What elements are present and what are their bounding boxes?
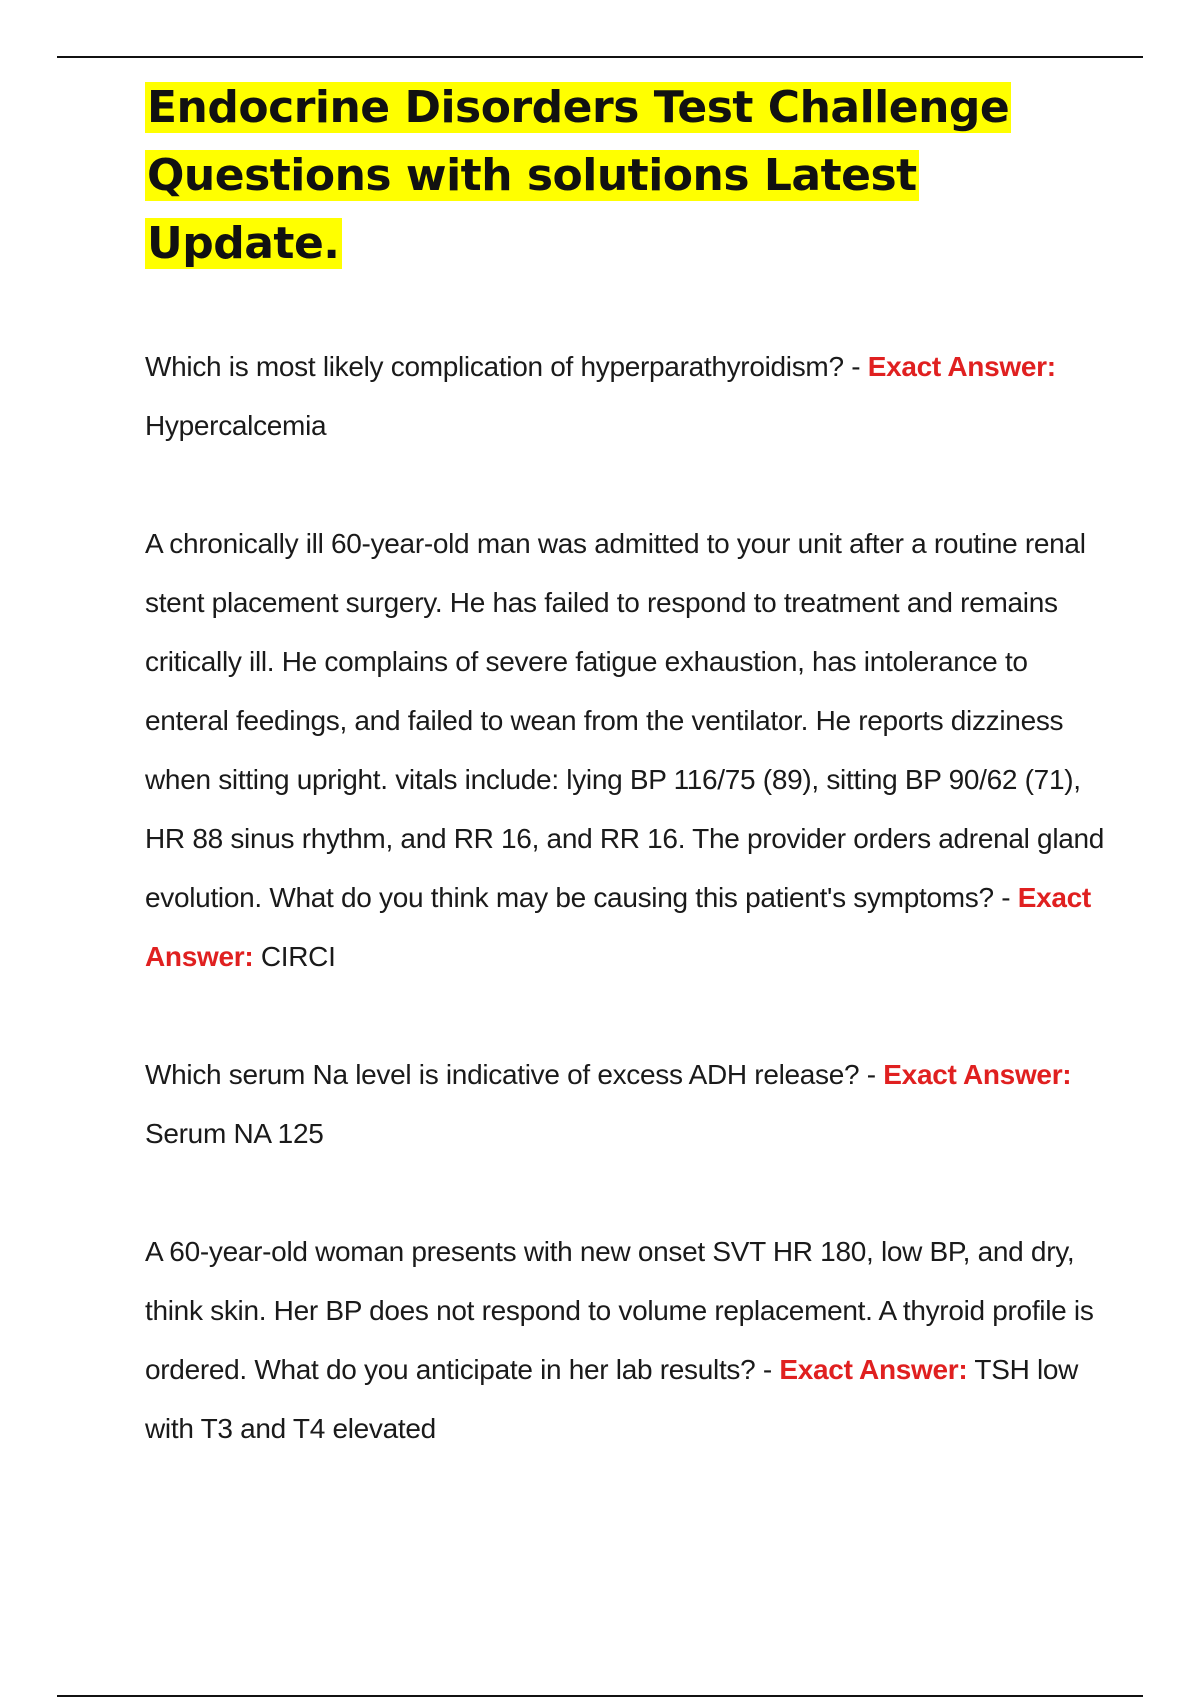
answer-text: Hypercalcemia	[145, 410, 327, 441]
question-text: Which serum Na level is indicative of excess ADH release?	[145, 1059, 860, 1090]
page-title-text: Endocrine Disorders Test Challenge Questions with solutions Latest Update.	[147, 82, 1010, 269]
document-body	[145, 74, 1105, 1458]
answer-text: TSH low with T3 and T4 elevated	[145, 1354, 1079, 1444]
qa-item: A 60-year-old woman presents with new onset SVT HR 180, low BP, and dry, think skin. Her BP does not respond to volume replacement. A thyroid profile is ordered. What do you anticipate in her lab results? - Exact Answer: TSH low with T3 and T4 elevated	[145, 1236, 1094, 1444]
answer-text: Serum NA 125	[145, 1118, 324, 1149]
header-rule	[57, 56, 1143, 58]
footer-rule	[57, 1695, 1143, 1697]
answer-label: Exact Answer:	[867, 351, 1056, 382]
qa-item: A chronically ill 60-year-old man was admitted to your unit after a routine renal stent placement surgery. He has failed to respond to treatment and remains critically ill. He complains of severe fatigue exhaustion, has intolerance to enteral feedings, and failed to wean from the ventilator. He reports dizziness when sitting upright. vitals include: lying BP 116/75 (89), sitting BP 90/62 (71), HR 88 sinus rhythm, and RR 16, and RR 16. The provider orders adrenal gland evolution. What do you think may be causing this patient's symptoms? - Exact Answer: CIRCI	[145, 528, 1105, 972]
answer-text: CIRCI	[260, 941, 336, 972]
qa-item: Which serum Na level is indicative of excess ADH release? - Exact Answer: Serum NA 125	[145, 1059, 1072, 1149]
question-text: A chronically ill 60-year-old man was admitted to your unit after a routine renal stent placement surgery. He has failed to respond to treatment and remains critically ill. He complains of severe fatigue exhaustion, has intolerance to enteral feedings, and failed to wean from the ventilator. He reports dizziness when sitting upright. vitals include: lying BP 116/75 (89), sitting BP 90/62 (71), HR 88 sinus rhythm, and RR 16, and RR 16. The provider orders adrenal gland evolution. What do you think may be causing this patient's symptoms?	[145, 528, 1105, 913]
answer-label: Exact Answer:	[145, 882, 1091, 972]
qa-item: Which is most likely complication of hyperparathyroidism? - Exact Answer: Hypercalcemia	[145, 351, 1056, 441]
answer-label: Exact Answer:	[883, 1059, 1072, 1090]
question-text: A 60-year-old woman presents with new onset SVT HR 180, low BP, and dry, think skin. Her BP does not respond to volume replacement. A thyroid profile is ordered. What do you anticipate in her lab results?	[145, 1236, 1094, 1385]
question-text: Which is most likely complication of hyperparathyroidism?	[145, 351, 844, 382]
page-title	[145, 74, 1105, 278]
answer-label: Exact Answer:	[779, 1354, 968, 1385]
